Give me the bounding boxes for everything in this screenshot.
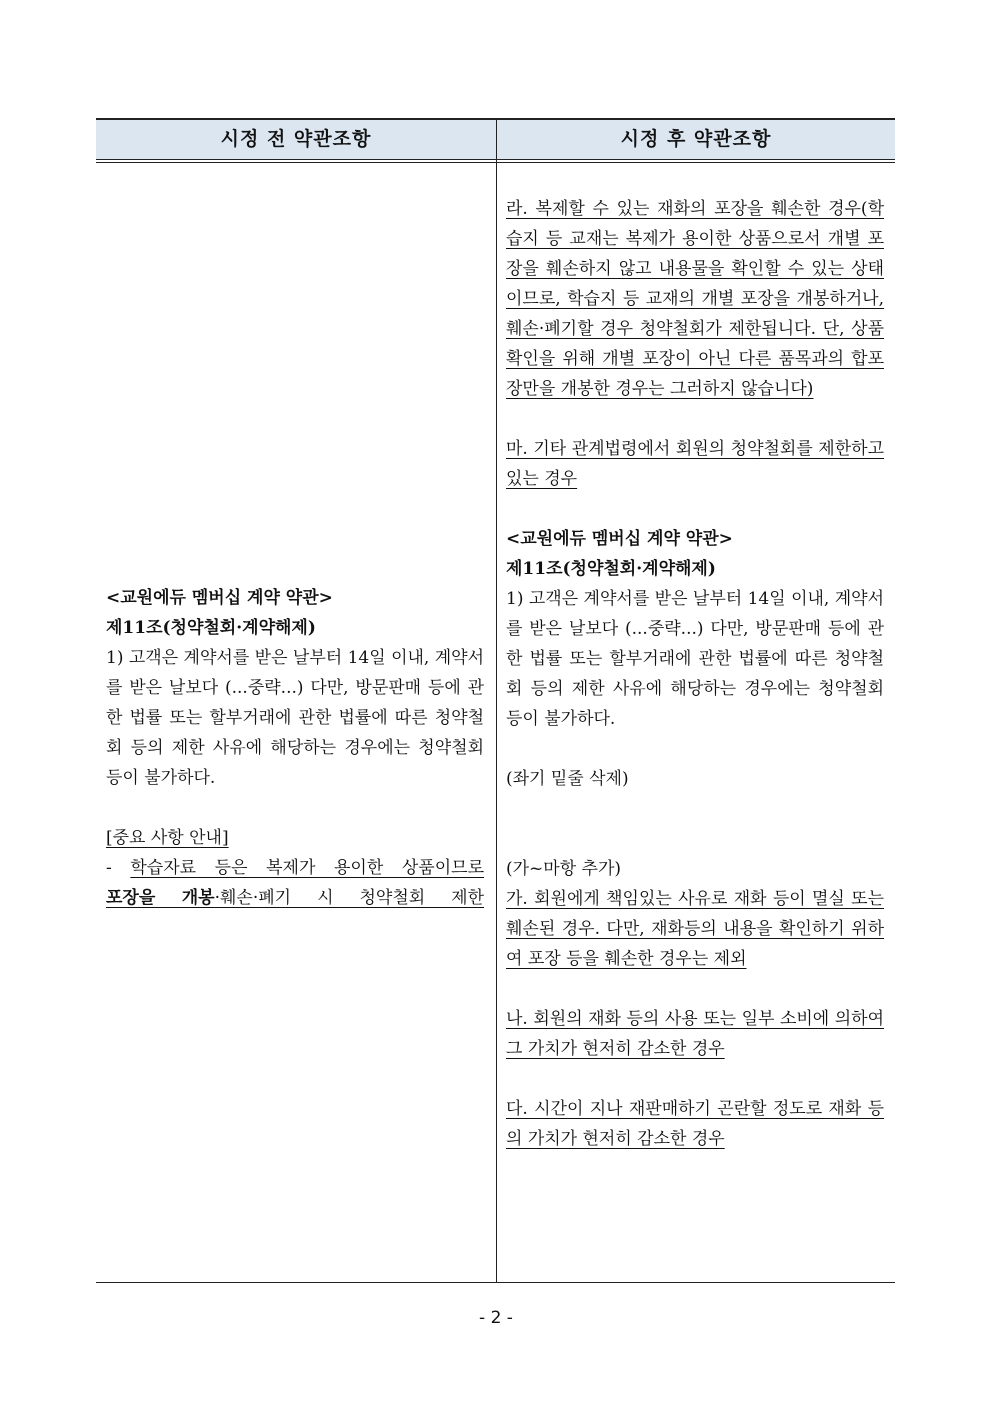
header-before: 시정 전 약관조항 [220, 128, 372, 150]
header-after: 시정 후 약관조항 [620, 128, 772, 150]
after-item-na: 나. 회원의 재화 등의 사용 또는 일부 소비에 의하여 그 가치가 현저히 감소한 경우 [506, 1009, 884, 1059]
after-article-body: 1) 고객은 계약서를 받은 날부터 14일 이내, 계약서를 받은 날보다 (...중략...) 다만, 방문판매 등에 관한 법률 또는 할부거래에 관한 법률에 따른 청약철회 등의 제한 사유에 해당하는 경우에는 청약철회 등이 불가하다. [506, 589, 884, 729]
before-notice-line1: - 학습자료 등은 복제가 용이한 상품이므로 [106, 858, 484, 878]
page-number: - 2 - [479, 1308, 513, 1328]
after-item-da: 다. 시간이 지나 재판매하기 곤란할 정도로 재화 등의 가치가 현저히 감소한 경우 [506, 1099, 884, 1149]
after-article-heading: 제11조(청약철회·계약해제) [506, 559, 716, 579]
before-notice-title: [중요 사항 안내] [106, 828, 229, 848]
after-note-delete: (좌기 밑줄 삭제) [506, 769, 629, 789]
comparison-table [96, 118, 895, 1283]
before-article-heading: 제11조(청약철회·계약해제) [106, 618, 316, 638]
after-item-ra: 라. 복제할 수 있는 재화의 포장을 훼손한 경우(학습지 등 교재는 복제가 용이한 상품으로서 개별 포장을 훼손하지 않고 내용물을 확인할 수 있는 상태이므로, 학습지 등 교재의 개별 포장을 개봉하거나, 훼손·폐기할 경우 청약철회가 제한됩니다. 단, 상품 확인을 위해 개별 포장이 아닌 다른 품목과의 합포장만을 개봉한 경우는 그러하지 않습니다) [506, 199, 884, 399]
before-terms-title: <교원에듀 멤버십 계약 약관> [106, 588, 333, 608]
after-terms-title: <교원에듀 멤버십 계약 약관> [506, 529, 733, 549]
after-item-ma: 마. 기타 관계법령에서 회원의 청약철회를 제한하고 있는 경우 [506, 439, 884, 489]
before-notice-line2: 포장을 개봉·훼손·폐기 시 청약철회 제한 [106, 888, 484, 908]
before-column [106, 583, 484, 913]
after-column [506, 194, 884, 1154]
column-divider [496, 120, 497, 1282]
before-article-body: 1) 고객은 계약서를 받은 날부터 14일 이내, 계약서를 받은 날보다 (...중략...) 다만, 방문판매 등에 관한 법률 또는 할부거래에 관한 법률에 따른 청약철회 등의 제한 사유에 해당하는 경우에는 청약철회 등이 불가하다. [106, 648, 484, 788]
after-note-add: (가~마항 추가) [506, 859, 622, 879]
after-item-ga: 가. 회원에게 책임있는 사유로 재화 등이 멸실 또는 훼손된 경우. 다만, 재화등의 내용을 확인하기 위하여 포장 등을 훼손한 경우는 제외 [506, 889, 884, 969]
